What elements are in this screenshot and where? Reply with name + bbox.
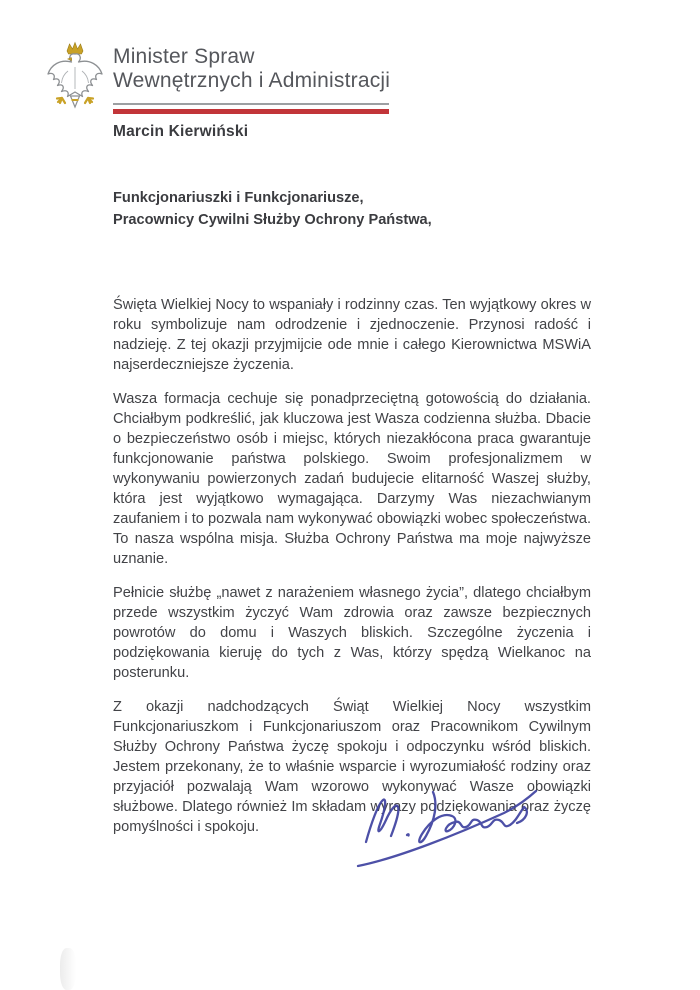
paragraph-4: Z okazji nadchodzących Świąt Wielkiej Nocy wszystkim Funkcjonariuszkom i Funkcjonariuszom oraz Pracownikom Cywilnym Służby Ochrony Państwa życzę spokoju i odpoczynku wśród bliskich. Jestem przekonany, że to właśnie wsparcie i wyrozumiałość rodziny oraz przyjaciół pozwalają Wam wzorowo wykonywać Wasze obowiązki służbowe. Dlatego również Im składam wyrazy podziękowania oraz życzę pomyślności i spokoju. xyxy=(113,699,591,835)
polish-eagle-coat-of-arms-icon xyxy=(44,41,106,121)
letter-body xyxy=(113,187,591,851)
scan-artifact xyxy=(60,948,76,990)
minister-name: Marcin Kierwiński xyxy=(113,123,249,140)
ministry-title xyxy=(113,45,390,93)
salutation xyxy=(113,187,591,231)
flag-rule xyxy=(113,103,389,114)
paragraph-2: Wasza formacja cechuje się ponadprzeciętną gotowością do działania. Chciałbym podkreślić, jak kluczowa jest Wasza codzienna służba. Dbacie o bezpieczeństwo osób i miejsc, których niezakłócona praca gwarantuje funkcjonowanie państwa polskiego. Swoim profesjonalizmem w wykonywaniu powierzonych zadań budujecie elitarność Waszej służby, która jest wyjątkowo wymagająca. Darzymy Was niezachwianym zaufaniem i to pozwala nam wykonywać obowiązki wobec społeczeństwa. To nasza wspólna misja. Służba Ochrony Państwa ma moje najwyższe uznanie. xyxy=(113,391,591,567)
salutation-line2: Pracownicy Cywilni Służby Ochrony Państwa, xyxy=(113,212,432,228)
flag-rule-red-stripe xyxy=(113,109,389,114)
ministry-title-line1: Minister Spraw xyxy=(113,45,255,68)
paragraph-3: Pełnicie służbę „nawet z narażeniem własnego życia”, dlatego chciałbym przede wszystkim życzyć Wam zdrowia oraz zawsze bezpiecznych powrotów do domu i Waszych bliskich. Szczególne życzenia i podziękowania kieruję do tych z Was, którzy spędzą Wielkanoc na posterunku. xyxy=(113,585,591,681)
ministry-title-line2: Wewnętrznych i Administracji xyxy=(113,69,391,92)
handwritten-signature-icon xyxy=(338,778,563,873)
flag-rule-white-stripe xyxy=(113,103,389,105)
salutation-line1: Funkcjonariuszki i Funkcjonariusze, xyxy=(113,190,364,206)
paragraph-1: Święta Wielkiej Nocy to wspaniały i rodzinny czas. Ten wyjątkowy okres w roku symbolizuje nam odrodzenie i zjednoczenie. Przynosi radość i nadzieję. Z tej okazji przyjmijcie ode mnie i całego Kierownictwa MSWiA najserdeczniejsze życzenia. xyxy=(113,297,591,373)
